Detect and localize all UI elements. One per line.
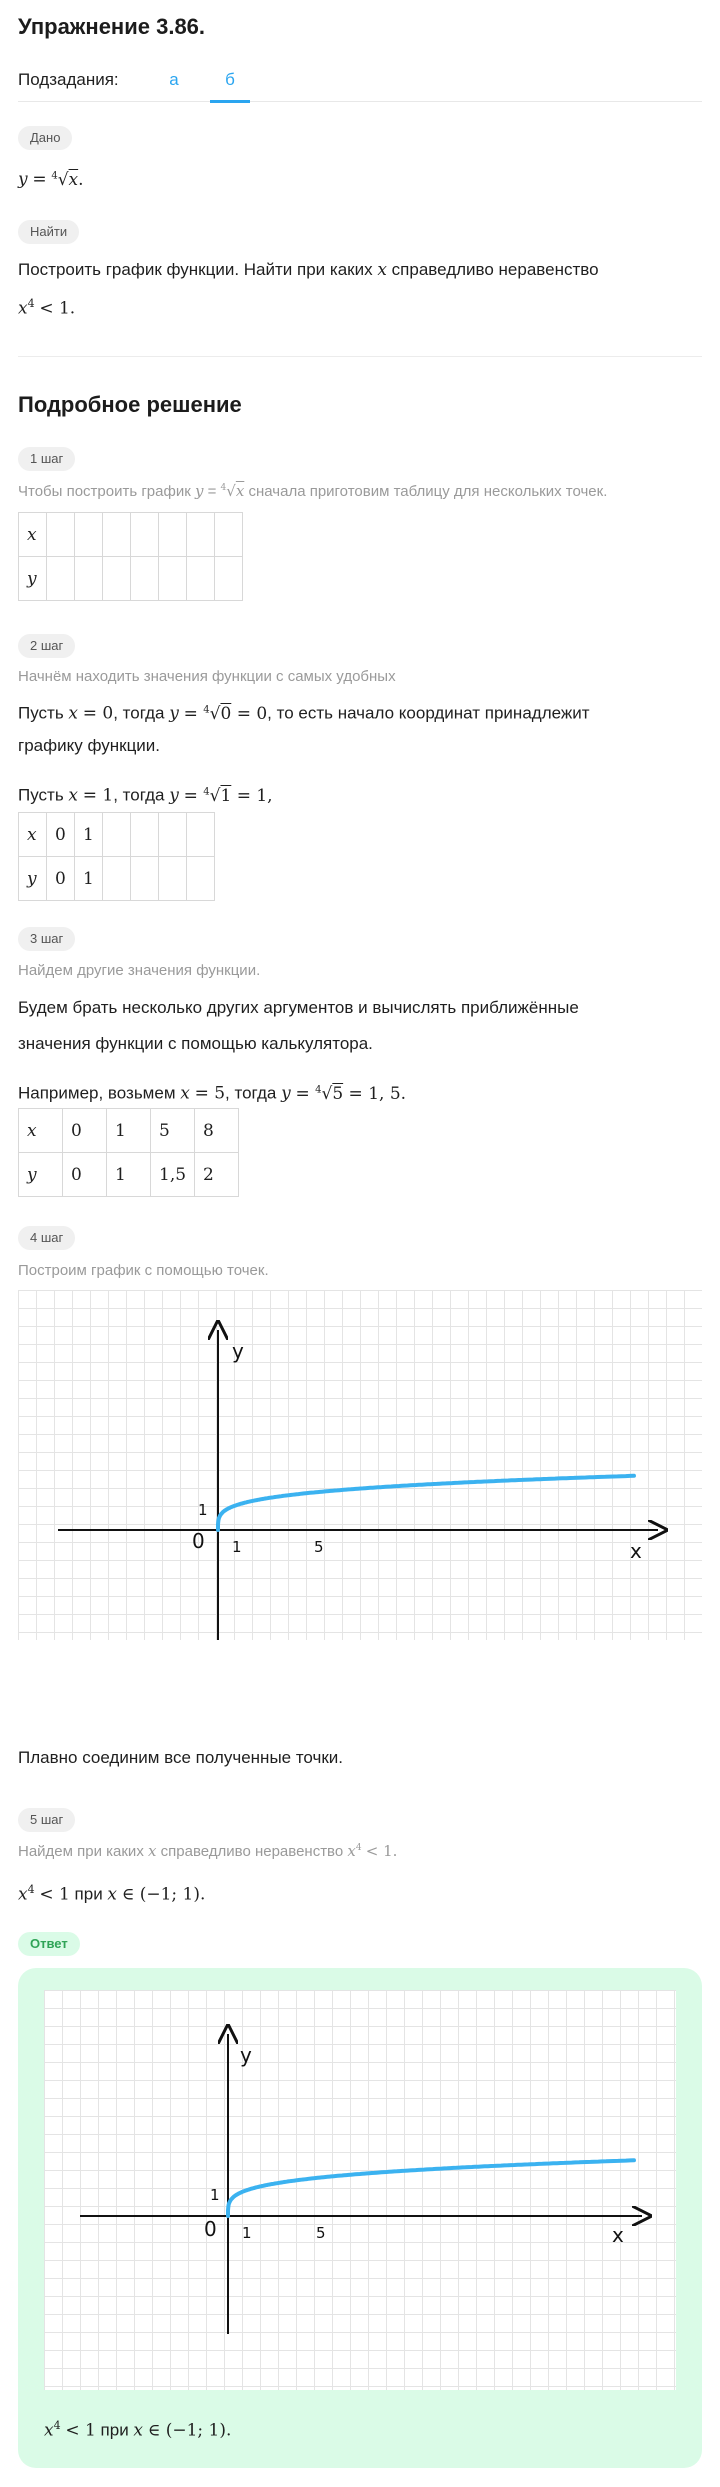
step3-line1: Будем брать несколько других аргументов и вычислять приближённые (18, 998, 579, 1017)
step2-line1: Пусть x = 0, тогда y = $^4$√0 = 0, то есть начало координат принадлежит (18, 703, 590, 724)
origin-label: 0 (204, 2217, 217, 2241)
y-axis-label: y (232, 1339, 244, 1363)
answer-chip: Ответ (18, 1932, 80, 1956)
answer-text: $x^4 < 1$ при x ∈ (−1; 1). (44, 2419, 232, 2441)
tick-x5: 5 (314, 1538, 324, 1556)
function-curve (218, 1476, 634, 1530)
given-formula: y = $^4$√x. (18, 169, 84, 190)
step5-result: $x^4 < 1$ при x ∈ (−1; 1). (18, 1883, 206, 1905)
step2-line2: графику функции. (18, 736, 161, 755)
step3-chip: 3 шаг (18, 927, 75, 951)
graph-answer-svg (44, 1990, 676, 2390)
step5-hint: Найдем при каких x справедливо неравенство $x^4 < 1$. (18, 1842, 398, 1860)
step5-chip: 5 шаг (18, 1808, 75, 1832)
divider (18, 356, 702, 357)
answer-box (18, 1968, 702, 2468)
tick-x5: 5 (316, 2224, 326, 2242)
step2-chip: 2 шаг (18, 634, 75, 658)
step4-hint: Построим график с помощью точек. (18, 1262, 269, 1279)
table-step1: x y (18, 512, 243, 601)
tab-a[interactable]: а (169, 70, 179, 89)
subtasks-label: Подзадания: (18, 70, 119, 89)
page-title: Упражнение 3.86. (18, 14, 206, 39)
find-chip: Найти (18, 220, 79, 244)
step3-line3: Например, возьмем x = 5, тогда y = $^4$√5 = 1, 5. (18, 1083, 407, 1104)
given-chip: Дано (18, 126, 72, 150)
step2-line3: Пусть x = 1, тогда y = $^4$√1 = 1, (18, 785, 273, 806)
solution-title: Подробное решение (18, 392, 242, 417)
find-inequality: $x^4 < 1$. (18, 297, 76, 319)
tick-x1: 1 (242, 2224, 252, 2242)
tick-x1: 1 (232, 1538, 242, 1556)
graph-answer (44, 1990, 676, 2390)
find-text: Построить график функции. Найти при каких x справедливо неравенство (18, 260, 599, 280)
function-curve (228, 2160, 634, 2216)
graph-step4-svg (18, 1290, 702, 1640)
step4-after: Плавно соединим все полученные точки. (18, 1748, 344, 1767)
table-step2: x 0 1 y 0 1 (18, 812, 215, 901)
table-step3: x 0 1 5 8 y 0 1 1,5 2 (18, 1108, 239, 1197)
tab-b[interactable]: б (210, 70, 250, 103)
subtasks-bar (18, 62, 702, 102)
x-axis-label: x (630, 1539, 642, 1563)
y-axis-label: y (240, 2043, 252, 2067)
tick-y1: 1 (210, 2186, 220, 2204)
step3-line2: значения функции с помощью калькулятора. (18, 1034, 373, 1053)
origin-label: 0 (192, 1529, 205, 1553)
tick-y1: 1 (198, 1501, 208, 1519)
step2-hint: Начнём находить значения функции с самых удобных (18, 668, 396, 685)
step1-chip: 1 шаг (18, 447, 75, 471)
step1-hint: Чтобы построить график y = $^4$√x сначала приготовим таблицу для нескольких точек. (18, 482, 608, 500)
step3-hint: Найдем другие значения функции. (18, 962, 261, 979)
graph-step4 (18, 1290, 702, 1640)
step4-chip: 4 шаг (18, 1226, 75, 1250)
x-axis-label: x (612, 2223, 624, 2247)
